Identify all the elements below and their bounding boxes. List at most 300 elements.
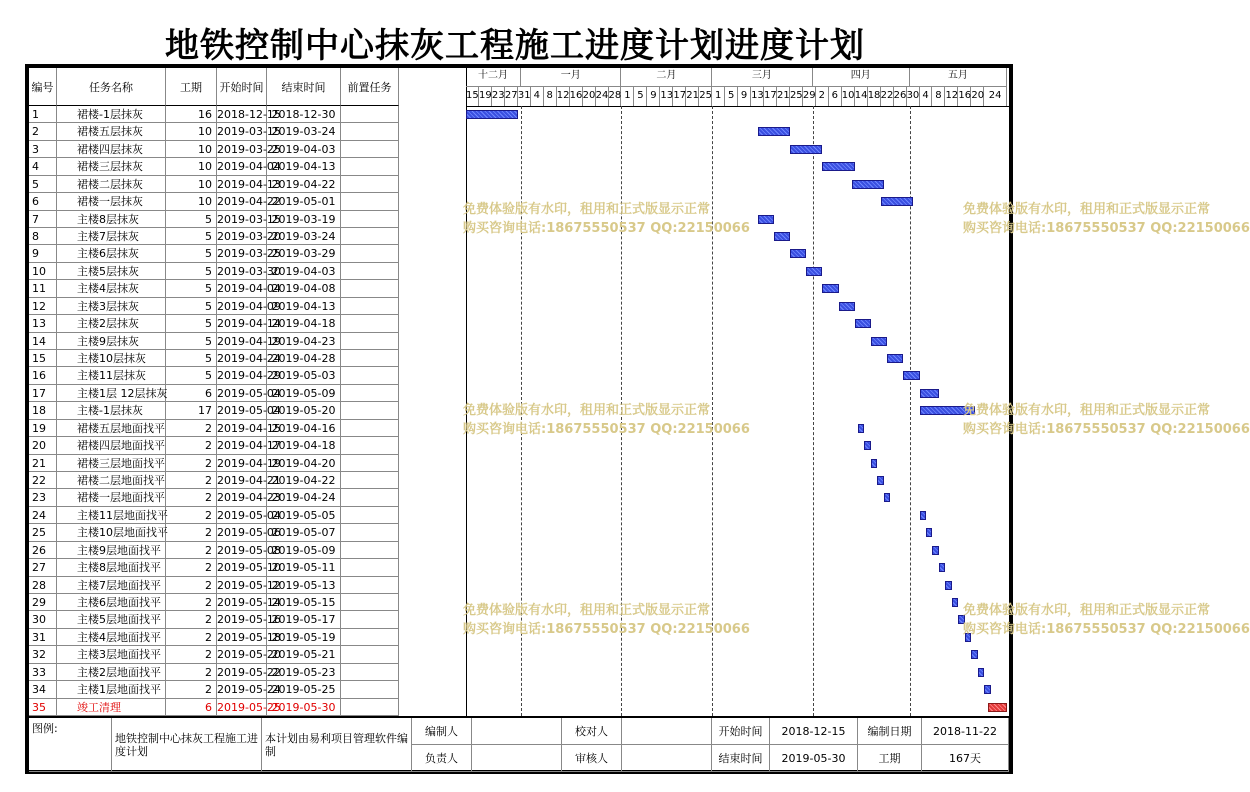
gantt-bar[interactable] xyxy=(932,546,938,555)
cell-id: 26 xyxy=(29,542,57,559)
day-tick-label: 1 xyxy=(621,87,634,106)
table-row[interactable] xyxy=(29,629,466,646)
cell-pred xyxy=(341,141,399,158)
day-tick-label: 21 xyxy=(777,87,790,106)
cell-end: 2019-03-19 xyxy=(267,211,341,228)
gantt-bar[interactable] xyxy=(887,354,903,363)
watermark-line-1: 免费体验版有水印，租用和正式版显示正常 xyxy=(463,603,711,618)
day-tick-label: 22 xyxy=(881,87,894,106)
cell-name: 裙楼三层抹灰 xyxy=(57,158,166,175)
gantt-bar[interactable] xyxy=(884,493,890,502)
cell-duration: 2 xyxy=(166,489,217,506)
month-gridline xyxy=(712,106,713,716)
gantt-bar[interactable] xyxy=(958,615,964,624)
day-tick-label: 17 xyxy=(764,87,777,106)
cell-name: 裙楼五层抹灰 xyxy=(57,123,166,140)
cell-name: 主楼1层地面找平 xyxy=(57,681,166,698)
header-start: 开始时间 xyxy=(217,68,267,106)
cell-duration: 5 xyxy=(166,350,217,367)
cell-end: 2019-05-05 xyxy=(267,507,341,524)
cell-id: 30 xyxy=(29,611,57,628)
gantt-bar[interactable] xyxy=(926,528,932,537)
header-duration: 工期 xyxy=(166,68,217,106)
watermark-line-2: 购买咨询电话:18675550537 QQ:22150066 xyxy=(963,422,1250,437)
table-row[interactable] xyxy=(29,350,466,367)
header-id: 编号 xyxy=(29,68,57,106)
cell-id: 33 xyxy=(29,664,57,681)
cell-duration: 2 xyxy=(166,455,217,472)
table-row[interactable] xyxy=(29,263,466,280)
cell-end: 2019-03-24 xyxy=(267,228,341,245)
table-row[interactable] xyxy=(29,594,466,611)
table-row[interactable] xyxy=(29,507,466,524)
day-tick-label: 10 xyxy=(842,87,855,106)
table-row[interactable] xyxy=(29,646,466,663)
cell-name: 主楼11层抹灰 xyxy=(57,367,166,384)
table-row[interactable] xyxy=(29,437,466,454)
cell-id: 24 xyxy=(29,507,57,524)
day-tick-label: 20 xyxy=(583,87,596,106)
cell-name: 裙楼一层抹灰 xyxy=(57,193,166,210)
table-row[interactable] xyxy=(29,315,466,332)
table-row[interactable] xyxy=(29,193,466,210)
cell-name: 主楼5层地面找平 xyxy=(57,611,166,628)
table-row[interactable] xyxy=(29,141,466,158)
gantt-bar[interactable] xyxy=(877,476,883,485)
cell-start: 2019-04-15 xyxy=(217,420,267,437)
cell-id: 8 xyxy=(29,228,57,245)
cell-name: 主楼-1层抹灰 xyxy=(57,402,166,419)
cell-start: 2019-03-25 xyxy=(217,141,267,158)
cell-pred xyxy=(341,489,399,506)
cell-start: 2019-05-20 xyxy=(217,646,267,663)
cell-name: 主楼7层抹灰 xyxy=(57,228,166,245)
table-row[interactable] xyxy=(29,176,466,193)
cell-start: 2019-03-15 xyxy=(217,123,267,140)
day-tick-label: 12 xyxy=(945,87,958,106)
month-label: 三月 xyxy=(712,68,812,87)
cell-pred xyxy=(341,123,399,140)
gantt-bar[interactable] xyxy=(774,232,790,241)
cell-end: 2019-04-18 xyxy=(267,437,341,454)
cell-pred xyxy=(341,298,399,315)
cell-pred xyxy=(341,699,399,716)
gantt-bar[interactable] xyxy=(822,284,838,293)
gantt-bar[interactable] xyxy=(466,110,518,119)
cell-start: 2019-03-20 xyxy=(217,228,267,245)
watermark-line-1: 免费体验版有水印，租用和正式版显示正常 xyxy=(963,202,1211,217)
cell-duration: 5 xyxy=(166,245,217,262)
month-label: 五月 xyxy=(910,68,1007,87)
day-tick-label: 9 xyxy=(738,87,751,106)
cell-end: 2019-04-13 xyxy=(267,158,341,175)
gantt-bar[interactable] xyxy=(978,668,984,677)
cell-end: 2019-05-03 xyxy=(267,367,341,384)
made-date-value: 2018-11-22 xyxy=(922,718,1009,745)
table-row[interactable] xyxy=(29,489,466,506)
cell-pred xyxy=(341,437,399,454)
cell-name: 裙楼二层地面找平 xyxy=(57,472,166,489)
day-tick-label: 21 xyxy=(686,87,699,106)
cell-duration: 10 xyxy=(166,158,217,175)
gantt-bar[interactable] xyxy=(965,633,971,642)
gantt-bar[interactable] xyxy=(952,598,958,607)
table-row[interactable] xyxy=(29,245,466,262)
cell-duration: 2 xyxy=(166,646,217,663)
cell-end: 2019-04-13 xyxy=(267,298,341,315)
month-label: 四月 xyxy=(813,68,910,87)
cell-end: 2019-05-11 xyxy=(267,559,341,576)
day-tick-label: 17 xyxy=(673,87,686,106)
gantt-chart xyxy=(466,68,1009,716)
watermark-line-2: 购买咨询电话:18675550537 QQ:22150066 xyxy=(463,622,750,637)
gantt-bar[interactable] xyxy=(871,459,877,468)
cell-start: 2019-05-04 xyxy=(217,402,267,419)
cell-end: 2019-04-03 xyxy=(267,263,341,280)
duration-label: 工期 xyxy=(858,745,922,772)
cell-pred xyxy=(341,646,399,663)
table-row[interactable] xyxy=(29,542,466,559)
cell-id: 13 xyxy=(29,315,57,332)
cell-end: 2019-04-03 xyxy=(267,141,341,158)
day-tick-label: 13 xyxy=(660,87,673,106)
cell-pred xyxy=(341,629,399,646)
watermark-line-2: 购买咨询电话:18675550537 QQ:22150066 xyxy=(463,422,750,437)
cell-name: 主楼7层地面找平 xyxy=(57,577,166,594)
cell-id: 16 xyxy=(29,367,57,384)
cell-id: 32 xyxy=(29,646,57,663)
gantt-bar[interactable] xyxy=(758,127,790,136)
watermark-line-2: 购买咨询电话:18675550537 QQ:22150066 xyxy=(963,221,1250,236)
month-gridline xyxy=(521,106,522,716)
cell-start: 2018-12-15 xyxy=(217,106,267,123)
cell-name: 主楼8层地面找平 xyxy=(57,559,166,576)
task-table xyxy=(29,68,467,716)
cell-pred xyxy=(341,507,399,524)
gantt-bar[interactable] xyxy=(920,389,939,398)
made-date-label: 编制日期 xyxy=(858,718,922,745)
cell-id: 2 xyxy=(29,123,57,140)
day-tick-label: 13 xyxy=(751,87,764,106)
day-tick-label: 25 xyxy=(790,87,803,106)
cell-start: 2019-04-14 xyxy=(217,315,267,332)
cell-pred xyxy=(341,211,399,228)
cell-name: 裙楼四层地面找平 xyxy=(57,437,166,454)
cell-duration: 5 xyxy=(166,228,217,245)
table-row[interactable] xyxy=(29,681,466,698)
table-row[interactable] xyxy=(29,699,466,716)
table-row[interactable] xyxy=(29,420,466,437)
cell-duration: 10 xyxy=(166,123,217,140)
gantt-bar[interactable] xyxy=(839,302,855,311)
cell-pred xyxy=(341,559,399,576)
table-row[interactable] xyxy=(29,472,466,489)
month-label: 十二月 xyxy=(466,68,521,87)
cell-duration: 5 xyxy=(166,298,217,315)
table-row[interactable] xyxy=(29,158,466,175)
cell-id: 1 xyxy=(29,106,57,123)
cell-pred xyxy=(341,333,399,350)
table-row[interactable] xyxy=(29,455,466,472)
cell-duration: 2 xyxy=(166,472,217,489)
cell-name: 竣工清理 xyxy=(57,699,166,716)
day-tick-label: 5 xyxy=(725,87,738,106)
cell-duration: 16 xyxy=(166,106,217,123)
start-label: 开始时间 xyxy=(712,718,770,745)
cell-start: 2019-04-29 xyxy=(217,367,267,384)
cell-end: 2019-04-20 xyxy=(267,455,341,472)
cell-start: 2019-03-15 xyxy=(217,211,267,228)
table-row[interactable] xyxy=(29,280,466,297)
cell-id: 11 xyxy=(29,280,57,297)
gantt-bar[interactable] xyxy=(971,650,977,659)
cell-pred xyxy=(341,245,399,262)
cell-id: 15 xyxy=(29,350,57,367)
cell-name: 主楼3层地面找平 xyxy=(57,646,166,663)
cell-pred xyxy=(341,524,399,541)
gantt-bar[interactable] xyxy=(790,249,806,258)
day-tick-label: 30 xyxy=(907,87,920,106)
cell-id: 28 xyxy=(29,577,57,594)
day-tick-label: 12 xyxy=(557,87,570,106)
day-tick-label: 29 xyxy=(803,87,816,106)
cell-pred xyxy=(341,193,399,210)
header-end: 结束时间 xyxy=(267,68,341,106)
cell-start: 2019-05-25 xyxy=(217,699,267,716)
end-value: 2019-05-30 xyxy=(770,745,858,772)
table-row[interactable] xyxy=(29,106,466,123)
day-tick-label: 15 xyxy=(466,87,479,106)
table-row[interactable] xyxy=(29,559,466,576)
legend-label: 图例: xyxy=(29,718,112,772)
cell-start: 2019-05-10 xyxy=(217,559,267,576)
cell-start: 2019-05-22 xyxy=(217,664,267,681)
cell-duration: 2 xyxy=(166,664,217,681)
cell-start: 2019-05-08 xyxy=(217,542,267,559)
cell-name: 主楼11层地面找平 xyxy=(57,507,166,524)
cell-duration: 5 xyxy=(166,211,217,228)
cell-pred xyxy=(341,594,399,611)
day-tick-label: 8 xyxy=(544,87,557,106)
cell-id: 19 xyxy=(29,420,57,437)
cell-end: 2019-05-17 xyxy=(267,611,341,628)
gantt-bar[interactable] xyxy=(871,337,887,346)
cell-duration: 2 xyxy=(166,542,217,559)
month-gridline xyxy=(621,106,622,716)
day-tick-label: 8 xyxy=(932,87,945,106)
table-row[interactable] xyxy=(29,228,466,245)
cell-duration: 2 xyxy=(166,629,217,646)
gantt-bar[interactable] xyxy=(903,371,919,380)
cell-end: 2019-05-13 xyxy=(267,577,341,594)
cell-id: 29 xyxy=(29,594,57,611)
cell-duration: 2 xyxy=(166,611,217,628)
cell-end: 2019-05-09 xyxy=(267,385,341,402)
cell-name: 裙楼三层地面找平 xyxy=(57,455,166,472)
cell-duration: 2 xyxy=(166,559,217,576)
auditor-label: 审核人 xyxy=(562,745,622,772)
proofread-value xyxy=(622,718,712,745)
gantt-bar[interactable] xyxy=(920,406,975,415)
day-tick-label: 9 xyxy=(647,87,660,106)
cell-end: 2019-05-20 xyxy=(267,402,341,419)
cell-end: 2019-03-29 xyxy=(267,245,341,262)
editor-label: 编制人 xyxy=(412,718,472,745)
cell-end: 2019-05-09 xyxy=(267,542,341,559)
cell-duration: 2 xyxy=(166,420,217,437)
reviewer-value xyxy=(472,745,562,772)
table-row[interactable] xyxy=(29,577,466,594)
cell-name: 裙楼一层地面找平 xyxy=(57,489,166,506)
gantt-bar[interactable] xyxy=(855,319,871,328)
gantt-bar[interactable] xyxy=(758,215,774,224)
cell-start: 2019-04-23 xyxy=(217,489,267,506)
table-row[interactable] xyxy=(29,524,466,541)
cell-name: 裙楼四层抹灰 xyxy=(57,141,166,158)
editor-value xyxy=(472,718,562,745)
cell-duration: 5 xyxy=(166,315,217,332)
cell-name: 主楼6层抹灰 xyxy=(57,245,166,262)
gantt-bar[interactable] xyxy=(881,197,913,206)
cell-end: 2019-05-07 xyxy=(267,524,341,541)
cell-start: 2019-05-12 xyxy=(217,577,267,594)
day-tick-label: 2 xyxy=(816,87,829,106)
gantt-bar[interactable] xyxy=(939,563,945,572)
day-tick-label: 31 xyxy=(518,87,531,106)
cell-start: 2019-03-30 xyxy=(217,263,267,280)
cell-start: 2019-04-17 xyxy=(217,437,267,454)
cell-duration: 10 xyxy=(166,193,217,210)
watermark-line-2: 购买咨询电话:18675550537 QQ:22150066 xyxy=(963,622,1250,637)
cell-duration: 5 xyxy=(166,263,217,280)
cell-start: 2019-05-16 xyxy=(217,611,267,628)
cell-name: 主楼9层地面找平 xyxy=(57,542,166,559)
table-row[interactable] xyxy=(29,211,466,228)
table-row[interactable] xyxy=(29,611,466,628)
header-predecessor: 前置任务 xyxy=(341,68,399,106)
table-row[interactable] xyxy=(29,367,466,384)
cell-start: 2019-05-04 xyxy=(217,385,267,402)
cell-duration: 2 xyxy=(166,437,217,454)
gantt-bar[interactable] xyxy=(790,145,822,154)
day-tick-label: 4 xyxy=(920,87,933,106)
cell-id: 9 xyxy=(29,245,57,262)
cell-pred xyxy=(341,611,399,628)
cell-id: 12 xyxy=(29,298,57,315)
day-tick-label: 1 xyxy=(712,87,725,106)
cell-id: 5 xyxy=(29,176,57,193)
month-gridline xyxy=(813,106,814,716)
cell-start: 2019-04-21 xyxy=(217,472,267,489)
reviewer-label: 负责人 xyxy=(412,745,472,772)
table-row[interactable] xyxy=(29,664,466,681)
cell-duration: 2 xyxy=(166,507,217,524)
cell-duration: 10 xyxy=(166,176,217,193)
cell-end: 2019-04-28 xyxy=(267,350,341,367)
day-tick-label: 5 xyxy=(634,87,647,106)
cell-end: 2019-05-30 xyxy=(267,699,341,716)
cell-pred xyxy=(341,280,399,297)
cell-id: 4 xyxy=(29,158,57,175)
cell-pred xyxy=(341,367,399,384)
cell-pred xyxy=(341,106,399,123)
cell-id: 10 xyxy=(29,263,57,280)
cell-id: 20 xyxy=(29,437,57,454)
cell-name: 裙楼五层地面找平 xyxy=(57,420,166,437)
gantt-bar[interactable] xyxy=(858,424,864,433)
cell-pred xyxy=(341,176,399,193)
table-row[interactable] xyxy=(29,123,466,140)
cell-start: 2019-04-13 xyxy=(217,176,267,193)
cell-duration: 5 xyxy=(166,367,217,384)
gantt-bar[interactable] xyxy=(945,581,951,590)
cell-end: 2019-05-23 xyxy=(267,664,341,681)
cell-name: 主楼4层抹灰 xyxy=(57,280,166,297)
gantt-bar[interactable] xyxy=(822,162,854,171)
day-tick-label: 24 xyxy=(984,87,1007,106)
cell-duration: 5 xyxy=(166,333,217,350)
cell-id: 18 xyxy=(29,402,57,419)
day-tick-label: 27 xyxy=(505,87,518,106)
cell-start: 2019-04-09 xyxy=(217,298,267,315)
day-tick-label: 20 xyxy=(971,87,984,106)
cell-pred xyxy=(341,420,399,437)
cell-pred xyxy=(341,577,399,594)
cell-name: 主楼1层 12层抹灰 xyxy=(57,385,166,402)
gantt-bar[interactable] xyxy=(864,441,870,450)
footer-note: 本计划由易利项目管理软件编制 xyxy=(262,718,412,772)
cell-id: 35 xyxy=(29,699,57,716)
cell-name: 主楼8层抹灰 xyxy=(57,211,166,228)
cell-start: 2019-05-24 xyxy=(217,681,267,698)
day-tick-label: 24 xyxy=(596,87,609,106)
cell-name: 主楼3层抹灰 xyxy=(57,298,166,315)
gantt-bar[interactable] xyxy=(984,685,990,694)
cell-end: 2019-05-01 xyxy=(267,193,341,210)
watermark-line-2: 购买咨询电话:18675550537 QQ:22150066 xyxy=(463,221,750,236)
proofread-label: 校对人 xyxy=(562,718,622,745)
table-row[interactable] xyxy=(29,333,466,350)
gantt-frame xyxy=(25,64,1013,774)
cell-pred xyxy=(341,263,399,280)
cell-start: 2019-04-04 xyxy=(217,280,267,297)
gantt-bar[interactable] xyxy=(806,267,822,276)
cell-duration: 2 xyxy=(166,577,217,594)
cell-id: 6 xyxy=(29,193,57,210)
cell-end: 2019-05-19 xyxy=(267,629,341,646)
cell-pred xyxy=(341,385,399,402)
table-row[interactable] xyxy=(29,385,466,402)
cell-id: 7 xyxy=(29,211,57,228)
table-row[interactable] xyxy=(29,402,466,419)
cell-id: 21 xyxy=(29,455,57,472)
cell-start: 2019-03-25 xyxy=(217,245,267,262)
gantt-bar[interactable] xyxy=(920,511,926,520)
cell-id: 25 xyxy=(29,524,57,541)
day-tick-label: 25 xyxy=(699,87,712,106)
day-tick-label: 18 xyxy=(868,87,881,106)
cell-end: 2019-04-08 xyxy=(267,280,341,297)
header-divider xyxy=(466,106,1009,107)
auditor-value xyxy=(622,745,712,772)
table-row[interactable] xyxy=(29,298,466,315)
cell-end: 2019-05-25 xyxy=(267,681,341,698)
cell-id: 22 xyxy=(29,472,57,489)
gantt-bar[interactable] xyxy=(852,180,884,189)
cell-name: 主楼5层抹灰 xyxy=(57,263,166,280)
gantt-bar[interactable] xyxy=(988,703,1007,712)
cell-start: 2019-05-14 xyxy=(217,594,267,611)
